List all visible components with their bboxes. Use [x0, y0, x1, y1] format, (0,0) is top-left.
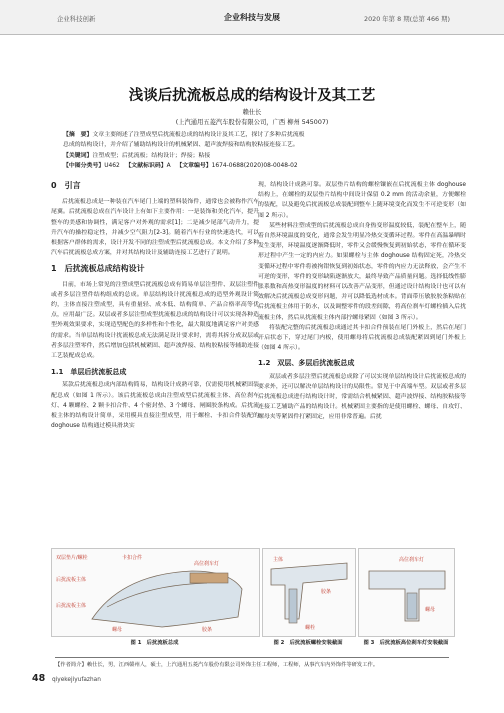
class-label: 【中图分类号】: [63, 163, 105, 170]
abstract: [63, 130, 449, 172]
doc-code: A: [166, 163, 171, 170]
fig1-label-body-a: 后扰流板主体: [56, 577, 87, 583]
paragraph-3: 将装配完整的后扰流板总成通过其卡扣合件预装在尾门外板上，然后在尾门开启状态下，穿过尾门内板，使用螺母将后扰流板总成装配紧固到尾门外板上（如图 4 所示）。: [258, 324, 466, 352]
section-heading-1-2: 1.2 双层、多层后扰流板总成: [258, 359, 355, 368]
journal-site: qiyekejiyufazhan: [52, 677, 101, 683]
article-id: 1674-0688(2020)08-0048-02: [211, 163, 298, 170]
brake-light-shape: [190, 573, 228, 583]
bolt-section-shape: [271, 563, 347, 619]
section-heading-1-1: 1.1 单层后扰流板总成: [51, 368, 127, 377]
fig1-label-clip: 卡扣合件: [122, 555, 143, 561]
affiliation: (上汽通用五菱汽车股份有限公司，广西 柳州 545007): [175, 119, 329, 126]
keywords: 注塑成型；后扰流板；结构设计；焊接；粘接: [92, 152, 211, 159]
figure-2-drawing: [263, 549, 355, 636]
author-note: 【作者简介】赖仕长，男，江西赣州人，硕士，上汽通用五菱汽车股份有限公司外饰主任工程师，工程师，从事汽车内外饰件等研发工作。: [55, 657, 449, 669]
paragraph-1-1: 某款后扰流板总成内部结构简易，结构设计成熟可靠，仅需使用机械紧固装配总成（如图 1 所示）。该后扰流板总成由注塑成型后扰流板主体、高位刹车灯、4 颗螺栓、2 颗卡扣合件、4 个密封垫、3 个螺母、闸圈胶条构成。后扰流板主体的结构设计简单，采用模具直接注塑成型，用于螺栓、卡扣合件装配的 doghouse 结构通过模具滑块实: [51, 382, 259, 430]
article-title: 浅谈后扰流板总成的结构设计及其工艺: [128, 87, 376, 104]
figure-1: [51, 548, 260, 637]
paragraph-cont: 现，结构设计成熟可靠。双层垫片结构的螺栓镶嵌在后扰流板主体 doghouse 结构上，在螺栓的双层垫片结构中间设计保留 0.2 mm 的活动余量，方便螺栓的装配，以及避免后扰流板总成装配到整车上随环境变化而发生不可逆变形（如图 2 所示）。: [258, 182, 466, 219]
fig1-label-body-b: 后扰流板主体: [56, 603, 87, 609]
paragraph-1: 目前，市场上常见的注塑成型后扰流板总成有简易单层注塑件、双层注塑件或者多层注塑件结构组成的总成。单层结构设计扰流板总成的造型外观设计简约，主体直接注塑成型，具有重量轻、成本低、结构简单、产品合格率高等优点，应用最广泛。双层或者多层注塑成型扰流板总成的结构设计可以实现各种造型外观效果要求，实现造型配色的多样性和个性化，最大限度地满足客户对美感的需求。当单层结构设计扰流板总成无法满足设计要求时，需将其拆分成双层或者多层注塑零件，然后增加包括机械紧固、超声波焊接、结构胶粘接等辅助连接工艺装配成总成。: [51, 281, 259, 360]
bolt-shape: [289, 589, 297, 623]
keywords-label: 【关键词】: [63, 152, 93, 159]
figure-1-caption: 图 1 后扰流板总成: [130, 640, 179, 646]
figure-2: [262, 548, 356, 637]
paragraph-intro: 后扰流板总成是一种装在汽车尾门上端的塑料装饰件，通常也会被称作汽车尾翼。后扰流板总成在汽车设计上有如下主要作用：一是装饰和美化汽车，提升整车的美感和协调性，满足客户对外观的需求[1]；二是减少尾部气动升力，提升汽车的操控稳定性，并减少空气阻力[2-3]。随着汽车行业的快速迭代，可以根据客户群体的需求，设计开发不同的注塑成型后扰流板总成。本文介绍了多种汽车后扰流板总成方案，并对其结构设计及辅助连接工艺进行了说明。: [51, 199, 259, 257]
fig1-label-seal: 胶条: [202, 627, 213, 633]
fig1-label-brake-light: 高位刹车灯: [194, 561, 220, 567]
abstract-label: 【摘 要】: [63, 132, 93, 138]
fig3-label-nut: 螺母: [425, 607, 436, 613]
doc-code-label: 【文献标识码】: [125, 163, 167, 170]
section-heading-1: 1 后扰流板总成结构设计: [51, 264, 145, 274]
running-header: [0, 0, 504, 35]
section-heading-intro: 0 引言: [51, 181, 81, 190]
left-column: [51, 181, 259, 431]
fig2-label-bolt: 螺栓: [305, 625, 316, 631]
fig1-label-nut: 螺母: [112, 627, 123, 633]
page-number: 48: [32, 673, 46, 684]
abstract-text-2: 总成的结构设计，并介绍了辅助结构设计的机械紧固、超声波焊接和结构胶粘接连接工艺。: [63, 142, 299, 149]
nut-shape: [407, 593, 417, 619]
figure-3: [358, 548, 455, 637]
class-number: U462: [104, 163, 120, 170]
paragraph-1-2: 双层或者多层注塑后扰流板总成除了可以实现单层结构设计后扰流板总成的要求外，还可以解决单层结构设计的局限性。常见于中高端车型。双层或者多层后扰流板总成进行结构设计时，常需结合机械紧固、超声波焊接、结构胶粘接等连接工艺辅助产品的结构设计。机械紧固主要指的是使用螺栓、螺母、自攻钉、螺母夹等紧固件打紧固定，应用非常普遍。后扰: [258, 373, 466, 421]
abstract-text-1: 文章主要阐述了注塑成型后扰流板总成的结构设计及其工艺，探讨了多种后扰流板: [92, 132, 305, 138]
fig3-label-brake-light: 高位刹车灯: [399, 557, 425, 563]
figure-3-caption: 图 3 后扰流板高位刹车灯安装截面: [363, 640, 449, 646]
fig2-label-seal: 胶条: [321, 589, 332, 595]
fig1-label-bolt: 双层垫片/螺栓: [56, 555, 88, 561]
article-id-label: 【文章编号】: [176, 163, 212, 170]
header-left: 企业科技创新: [57, 15, 96, 23]
right-column: [258, 180, 466, 423]
paragraph-2: 某些材料注塑成型的后扰流板总成自身热变形温度较低，装配在整车上，随着自然环境温度的变化，通常会发生明显冷热交变循环过程。零件在高温暴晒时发生变形，环境温度逐渐降低时，零件又会缓慢恢复到初始状态，零件在循环变形过程中产生一定的内应力。如果螺栓与主体 doghouse 结构固定死，冷热交变循环过程中零件将被拘钳恢复到初始状态，零件的内应力无法释放，会产生不可逆的变形，零件的变形缺陷逐渐放大，最终导致产品质量问题。选择低线性膨胀系数和高热变形温度的材料可以改善产品变形，但通过设计结构设计也可以有效解决后扰流板总成变形问题，并可以降低选材成本。背面带压敏胶胶条粘贴在后扰流板主体用于防水，以及调整零件的段差间隙，将高位刹车灯螺栓插入后扰流板主体，然后从扰流板主体内部拧螺母紧固（如图 3 所示）。: [258, 222, 466, 321]
journal-logo: 企业科技与发展: [224, 12, 280, 22]
figure-1-drawing: [52, 549, 259, 636]
figure-3-drawing: [359, 549, 454, 636]
header-right: 2020 年第 8 期(总第 466 期): [364, 15, 451, 23]
author: 赖仕长: [242, 109, 262, 116]
figure-2-caption: 图 2 后扰流板螺栓安装截面: [273, 640, 343, 646]
fig2-label-body: 主体: [273, 557, 284, 563]
